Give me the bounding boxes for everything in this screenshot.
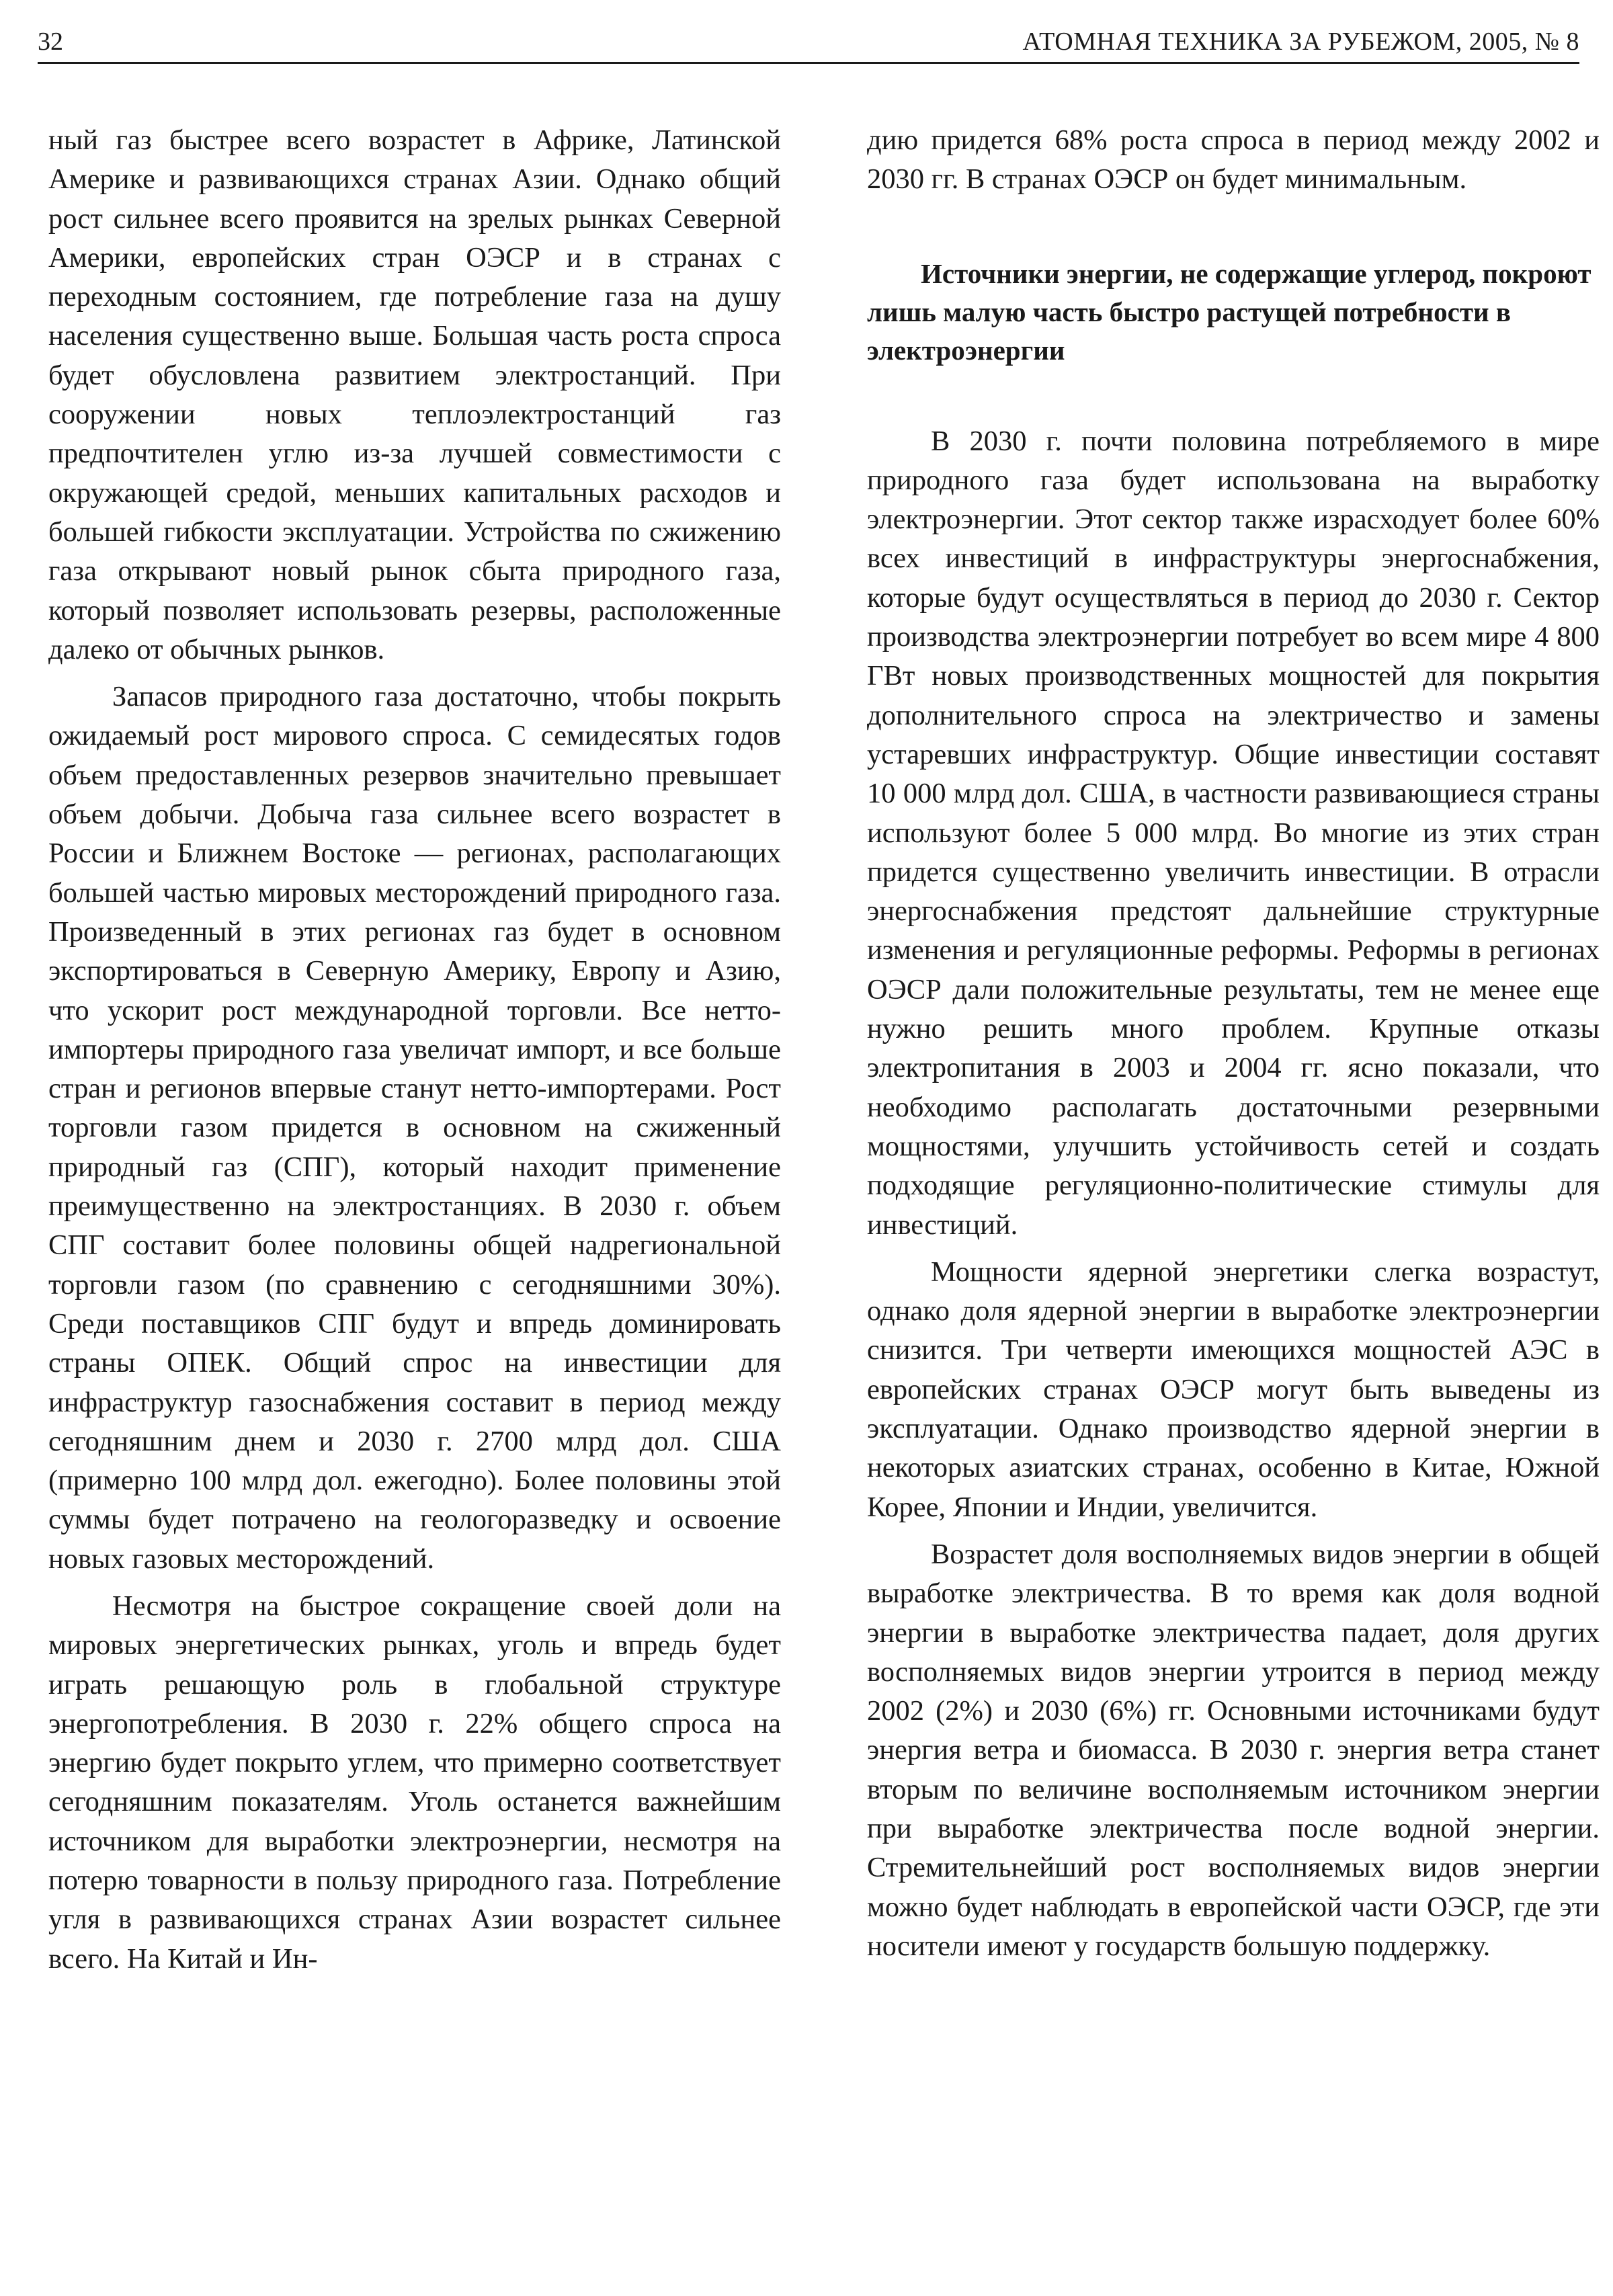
paragraph: В 2030 г. почти половина потребляемого в мире природного газа будет использована на выработку электроэнергии. Этот сектор также израсходует более 60% всех инвестиций в инфраструктуры энергоснабжения, которые будут осуществляться в период до 2030 г. Сектор производства электроэнергии потребует во всем мире 4 800 ГВт новых производственных мощностей для покрытия дополнительного спроса на электричество и замены устаревших инфраструктур. Общие инвестиции составят 10 000 млрд дол. США, в частности развивающиеся страны используют более 5 000 млрд. Во многие из этих стран придется существенно увеличить инвестиции. В отрасли энергоснабжения предстоят дальнейшие структурные изменения и регуляционные реформы. Реформы в регионах ОЭСР дали положительные результаты, тем не менее еще нужно решить много проблем. Крупные отказы электропитания в 2003 и 2004 гг. ясно показали, что необходимо располагать достаточными резервными мощностями, улучшить устойчивость сетей и создать подходящие регуляционно-политические стимулы для инвестиций.: [867, 425, 1600, 1241]
right-column: [867, 121, 1600, 1966]
page-number: 32: [38, 28, 63, 56]
paragraph: Мощности ядерной энергетики слегка возрастут, однако доля ядерной энергии в выработке электроэнергии снизится. Три четверти имеющихся мощностей АЭС в европейских странах ОЭСР могут быть выведены из эксплуатации. Однако производство ядерной энергии в некоторых азиатских странах, особенно в Китае, Южной Корее, Японии и Индии, увеличится.: [867, 1256, 1600, 1523]
paragraph: Возрастет доля восполняемых видов энергии в общей выработке электричества. В то время как доля водной энергии в выработке электричества падает, доля других восполняемых видов энергии утроится в период между 2002 (2%) и 2030 (6%) гг. Основными источниками будут энергия ветра и биомасса. В 2030 г. энергия ветра станет вторым по величине восполняемым источником энергии при выработке электричества после водной энергии. Стремительнейший рост восполняемых видов энергии можно будет наблюдать в европейской части ОЭСР, где эти носители имеют у государств большую поддержку.: [867, 1538, 1600, 1962]
section-heading: Источники энергии, не содержащие углерод, покроют лишь малую часть быстро растущей потребности в электроэнергии: [867, 257, 1591, 366]
paragraph: ный газ быстрее всего возрастет в Африке, Латинской Америке и развивающихся странах Азии. Однако общий рост сильнее всего проявится на зрелых рынках Северной Америки, европейских стран ОЭСР и в странах с переходным состоянием, где потребление газа на душу населения существенно выше. Большая часть роста спроса будет обусловлена развитием электростанций. При сооружении новых теплоэлектростанций газ предпочтителен углю из-за лучшей совместимости с окружающей средой, меньших капитальных расходов и большей гибкости эксплуатации. Устройства по сжижению газа открывают новый рынок сбыта природного газа, который позволяет использовать резервы, расположенные далеко от обычных рынков.: [48, 124, 781, 665]
journal-title: АТОМНАЯ ТЕХНИКА ЗА РУБЕЖОМ, 2005, № 8: [1022, 28, 1579, 56]
page-header: [38, 19, 1579, 64]
left-column: [48, 121, 781, 1979]
paragraph: Запасов природного газа достаточно, чтобы покрыть ожидаемый рост мирового спроса. С семидесятых годов объем предоставленных резервов значительно превышает объем добычи. Добыча газа сильнее всего возрастет в России и Ближнем Востоке — регионах, располагающих большей частью мировых месторождений природного газа. Произведенный в этих регионах газ будет в основном экспортироваться в Северную Америку, Европу и Азию, что ускорит рост международной торговли. Все нетто-импортеры природного газа увеличат импорт, и все больше стран и регионов впервые станут нетто-импортерами. Рост торговли газом придется в основном на сжиженный природный газ (СПГ), который находит применение преимущественно на электростанциях. В 2030 г. объем СПГ составит более половины общей надрегиональной торговли газом (по сравнению с сегодняшними 30%). Среди поставщиков СПГ будут и впредь доминировать страны ОПЕК. Общий спрос на инвестиции для инфраструктур газоснабжения составит в период между сегодняшним днем и 2030 г. 2700 млрд дол. США (примерно 100 млрд дол. ежегодно). Более половины этой суммы будет потрачено на геологоразведку и освоение новых газовых месторождений.: [48, 681, 781, 1575]
paragraph: Несмотря на быстрое сокращение своей доли на мировых энергетических рынках, уголь и впредь будет играть решающую роль в глобальной структуре энергопотребления. В 2030 г. 22% общего спроса на энергию будет покрыто углем, что примерно соответствует сегодняшним показателям. Уголь останется важнейшим источником для выработки электроэнергии, несмотря на потерю товарности в пользу природного газа. Потребление угля в развивающихся странах Азии возрастет сильнее всего. На Китай и Ин-: [48, 1590, 781, 1975]
paragraph: дию придется 68% роста спроса в период между 2002 и 2030 гг. В странах ОЭСР он будет минимальным.: [867, 124, 1600, 196]
